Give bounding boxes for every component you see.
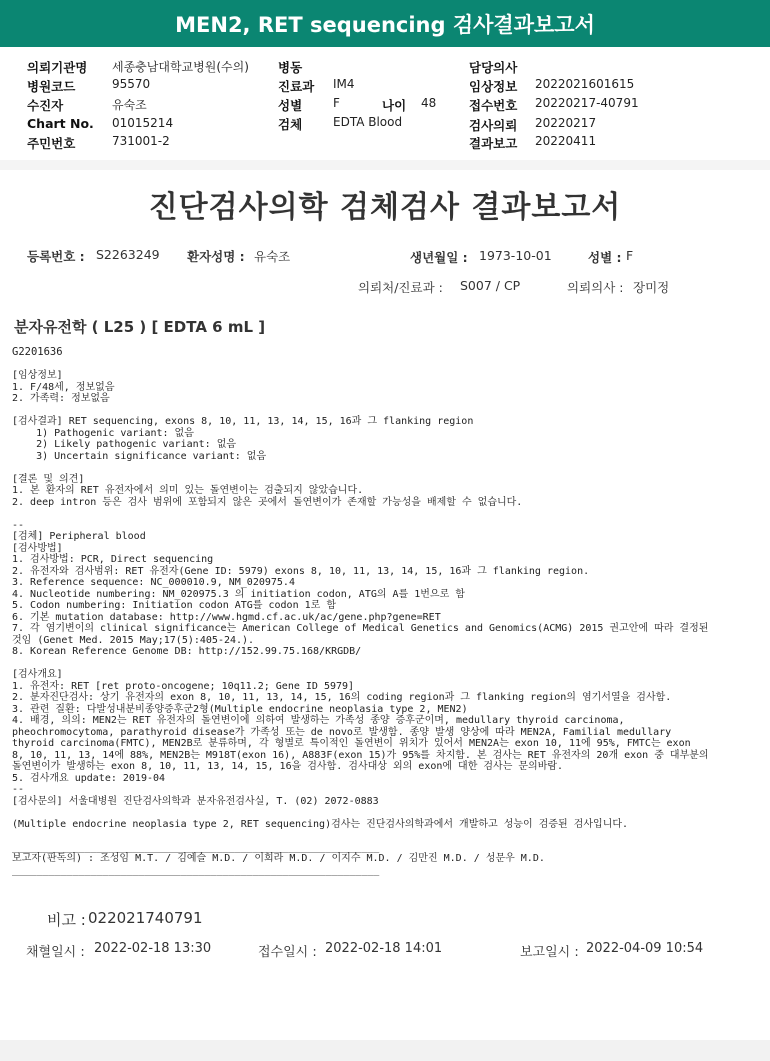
birth-value: 1973-10-01 — [479, 248, 552, 263]
report-line: _____________________________________________________________ — [12, 864, 380, 876]
report-line: 1. 검사방법: PCR, Direct sequencing — [12, 554, 214, 565]
report-line: 5. Codon numbering: Initiation codon ATG를 codon 1로 함 — [12, 600, 336, 611]
report-line: [검사개요] — [12, 669, 63, 680]
report-value: 2022-04-09 10:54 — [586, 941, 704, 956]
header-label: 성별 — [278, 98, 303, 113]
header-value: 유숙조 — [112, 98, 147, 112]
report-line: 8. Korean Reference Genome DB: http://152.99.75.168/KRGDB/ — [12, 646, 362, 657]
report-line: 돌연변이가 발생하는 exon 8, 10, 11, 13, 14, 15, 16을 검사함. 검사대상 외의 exon에 대한 검사는 문의바람. — [12, 761, 564, 772]
report-line: [검사문의] 서울대병원 진단검사의학과 분자유전검사실, T. (02) 2072-0883 — [12, 795, 379, 807]
receive-value: 2022-02-18 14:01 — [325, 941, 443, 956]
report-line: 4. Nucleotide numbering: NM_020975.3 의 initiation codon, ATG의 A를 1번으로 함 — [12, 588, 465, 600]
header-label: 임상정보 — [469, 79, 518, 94]
report-line — [12, 658, 709, 670]
remark-label: 비고 : — [47, 911, 86, 929]
patient-value: 유숙조 — [254, 249, 291, 264]
header-label: 진료과 — [278, 79, 315, 94]
dept-label: 의뢰처/진료과 : — [358, 280, 443, 295]
dept-value: S007 / CP — [460, 278, 521, 293]
header-value: 2022021601615 — [535, 77, 635, 91]
report-line: [검사방법] — [12, 542, 63, 554]
report-line: 5. 검사개요 update: 2019-04 — [12, 772, 166, 784]
header-label: 수진자 — [27, 98, 64, 113]
report-line: 2. 유전자와 검사범위: RET 유전자(Gene ID: 5979) exons 8, 10, 11, 13, 14, 15, 16과 그 flanking region. — [12, 565, 590, 577]
age-value: 48 — [421, 96, 437, 110]
report-line: 것임 (Genet Med. 2015 May;17(5):405-24.). — [12, 634, 255, 646]
report-line: 3) Uncertain significance variant: 없음 — [12, 450, 267, 462]
report-line: 1. 본 환자의 RET 유전자에서 의미 있는 돌연변이는 검출되지 않았습니다. — [12, 485, 364, 496]
doctor-label: 의뢰의사 : — [567, 280, 624, 295]
header-label: Chart No. — [27, 116, 94, 131]
section-divider — [0, 160, 770, 170]
report-line: 2) Likely pathogenic variant: 없음 — [12, 439, 237, 450]
header-value: 01015214 — [112, 116, 174, 130]
sex-value: F — [626, 248, 634, 263]
reg-label: 등록번호 : — [27, 249, 85, 264]
header-label: 검체 — [278, 117, 303, 132]
doctor-value: 장미정 — [633, 280, 670, 295]
patient-label: 환자성명 : — [187, 249, 245, 264]
header-label: 접수번호 — [469, 98, 518, 113]
birth-label: 생년월일 : — [410, 250, 468, 265]
report-title-bar — [0, 0, 770, 47]
report-line: 1. F/48세, 정보없음 — [12, 381, 115, 393]
report-line: [임상정보] — [12, 370, 63, 381]
collect-label: 채혈일시 : — [26, 945, 85, 960]
section-heading: 분자유전학 ( L25 ) [ EDTA 6 mL ] — [14, 318, 266, 336]
report-line: 6. 기본 mutation database: http://www.hgmd.cf.ac.uk/ac/gene.php?gene=RET — [12, 611, 441, 623]
report-line: 3. 관련 질환: 다발성내분비종양증후군2형(Multiple endocrine neoplasia type 2, MEN2) — [12, 703, 468, 715]
header-label: 의뢰기관명 — [27, 60, 88, 75]
header-value: 20220217 — [535, 116, 597, 130]
report-line: 7. 각 염기변이의 clinical significance는 American College of Medical Genetics and Genomics(ACMG) 2015 권고안에 따라 결정된 — [12, 623, 709, 634]
header-value: 20220217-40791 — [535, 96, 639, 110]
header-value: F — [333, 96, 340, 110]
report-body — [12, 370, 709, 876]
specimen-id: G2201636 — [12, 346, 63, 358]
report-line: [검사결과] RET sequencing, exons 8, 10, 11, 13, 14, 15, 16과 그 flanking region — [12, 416, 474, 427]
report-line: -- — [12, 784, 25, 795]
report-line: 보고자(판독의) : 조성임 M.T. / 김예슬 M.D. / 이희라 M.D. / 이지수 M.D. / 김만진 M.D. / 성문우 M.D. — [12, 853, 545, 864]
header-label: 검사의뢰 — [469, 118, 518, 133]
report-line: 2. 분자진단검사: 상기 유전자의 exon 8, 10, 11, 13, 14, 15, 16의 coding region과 그 flanking region의 염기서열을 검사함. — [12, 692, 672, 703]
receive-label: 접수일시 : — [258, 945, 317, 960]
page-bottom-band — [0, 1040, 770, 1061]
report-line: [검체] Peripheral blood — [12, 531, 146, 542]
report-line — [12, 405, 709, 417]
report-line: 2. deep intron 등은 검사 범위에 포함되지 않은 곳에서 돌연변이가 존재할 가능성을 배제할 수 없습니다. — [12, 496, 523, 508]
header-label: 병동 — [278, 60, 303, 75]
report-line: _____________________________________________________________ — [12, 841, 380, 853]
header-value: 20220411 — [535, 134, 597, 148]
report-line: 3. Reference sequence: NC_000010.9, NM_020975.4 — [12, 577, 295, 588]
report-line — [12, 462, 709, 474]
report-line: 8, 10, 11, 13, 14에 88%, MEN2B는 M918T(exon 16), A883F(exon 15)가 95%를 차지함. 본 검사는 RET 유전자의 20개 exon 중 대부분의 — [12, 749, 709, 761]
header-value: EDTA Blood — [333, 115, 403, 129]
header-value: IM4 — [333, 77, 355, 91]
report-line — [12, 508, 709, 520]
report-line: -- — [12, 519, 25, 531]
report-line: 1. 유전자: RET [ret proto-oncogene; 10q11.2; Gene ID 5979] — [12, 680, 355, 692]
report-line: 2. 가족력: 정보없음 — [12, 393, 110, 404]
header-label: 병원코드 — [27, 79, 76, 94]
sex-label: 성별 : — [588, 250, 622, 265]
report-line: [결론 및 의견] — [12, 473, 85, 485]
report-line — [12, 830, 709, 842]
report-label: 보고일시 : — [520, 945, 579, 960]
report-line: 1) Pathogenic variant: 없음 — [12, 427, 194, 439]
report-line — [12, 807, 709, 819]
remark-value: 022021740791 — [88, 909, 203, 927]
report-line: thyroid carcinoma(FMTC), MEN2B로 분류하며, 각 형별로 특이적인 돌연변이 위치가 있어서 MEN2A는 exon 10, 11에 95%, FMTC는 exon — [12, 738, 691, 749]
report-line: (Multiple endocrine neoplasia type 2, RET sequencing)검사는 진단검사의학과에서 개발하고 성능이 검증된 검사입니다. — [12, 818, 629, 830]
header-label: 결과보고 — [469, 136, 518, 151]
header-label: 주민번호 — [27, 136, 76, 151]
header-value: 세종충남대학교병원(수의) — [112, 60, 249, 74]
collect-value: 2022-02-18 13:30 — [94, 941, 212, 956]
report-title: MEN2, RET sequencing 검사결과보고서 — [175, 13, 595, 37]
document-title: 진단검사의학 검체검사 결과보고서 — [148, 190, 622, 225]
report-line: pheochromocytoma, parathyroid disease가 가족성 또는 de novo로 발생함. 종양 발생 양상에 따라 MEN2A, Familial medullary — [12, 726, 672, 738]
age-label: 나이 — [382, 98, 407, 113]
report-line: 4. 배경, 의의: MEN2는 RET 유전자의 돌연변이에 의하여 발생하는 가족성 종양 증후군이며, medullary thyroid carcinoma, — [12, 715, 625, 726]
header-value: 731001-2 — [112, 134, 170, 148]
reg-value: S2263249 — [96, 247, 160, 262]
header-label: 담당의사 — [469, 60, 518, 75]
header-value: 95570 — [112, 77, 151, 91]
